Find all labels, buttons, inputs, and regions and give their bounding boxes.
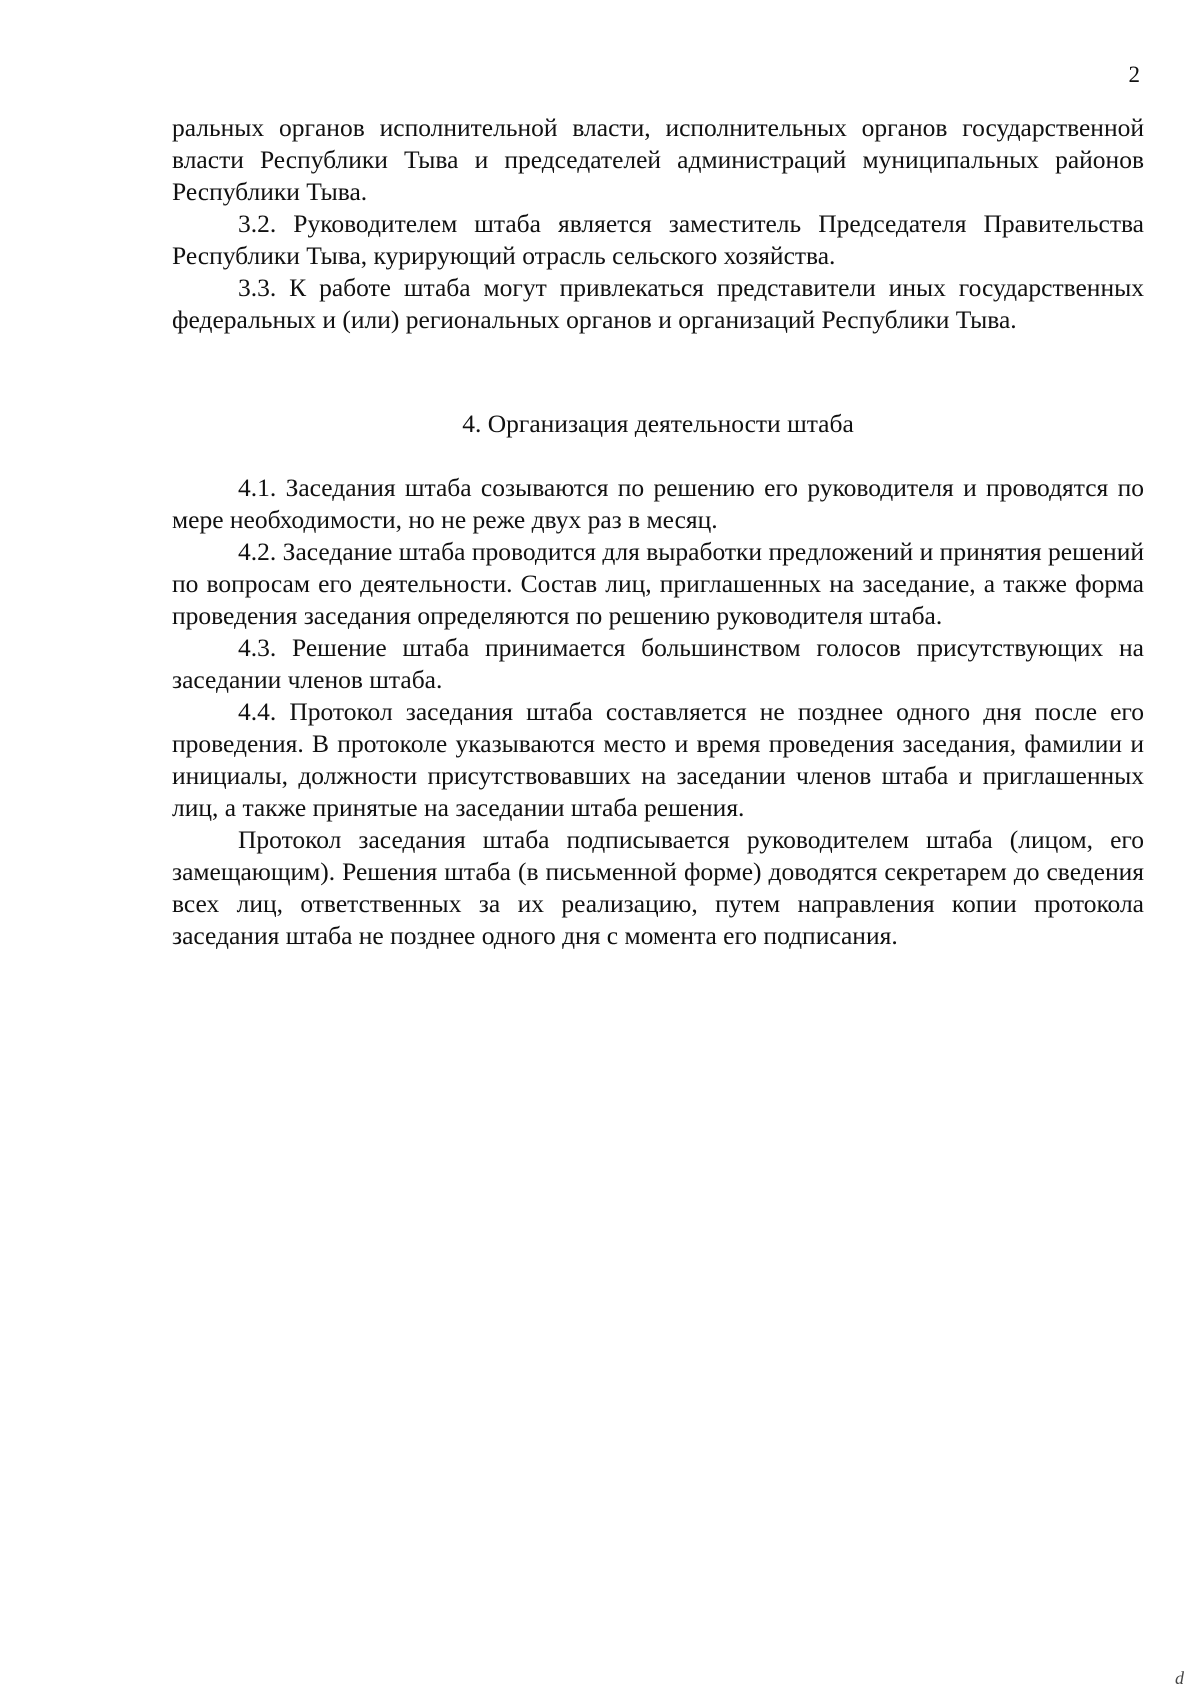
paragraph-4-3: 4.3. Решение штаба принимается большинством голосов присутствующих на заседании членов штаба. xyxy=(172,633,1144,694)
paragraph-protocol-signing: Протокол заседания штаба подписывается руководителем штаба (лицом, его замещающим). Решения штаба (в письменной форме) доводятся секретарем до сведения всех лиц, ответственных за их реализацию, путем направления копии протокола заседания штаба не позднее одного дня с момента его подписания. xyxy=(172,825,1144,950)
page-number: 2 xyxy=(1128,62,1140,87)
section-4-heading: 4. Организация деятельности штаба xyxy=(462,409,854,438)
section-3-text xyxy=(172,112,1144,336)
section-4-text xyxy=(172,472,1144,952)
corner-mark: d xyxy=(1175,1668,1184,1688)
paragraph-4-4: 4.4. Протокол заседания штаба составляется не позднее одного дня после его проведения. В протоколе указываются место и время проведения заседания, фамилии и инициалы, должности присутствовавших на заседании членов штаба и приглашенных лиц, а также принятые на заседании штаба решения. xyxy=(172,697,1144,822)
paragraph-3-2: 3.2. Руководителем штаба является заместитель Председателя Правительства Республики Тыва, курирующий отрасль сельского хозяйства. xyxy=(172,209,1144,270)
paragraph-4-2: 4.2. Заседание штаба проводится для выработки предложений и принятия решений по вопросам его деятельности. Состав лиц, приглашенных на заседание, а также форма проведения заседания определяются по решению руководителя штаба. xyxy=(172,537,1144,630)
paragraph-3-1-continuation: ральных органов исполнительной власти, исполнительных органов государственной власти Республики Тыва и председателей администраций муниципальных районов Республики Тыва. xyxy=(172,113,1144,206)
paragraph-4-1: 4.1. Заседания штаба созываются по решению его руководителя и проводятся по мере необходимости, но не реже двух раз в месяц. xyxy=(172,473,1144,534)
paragraph-3-3: 3.3. К работе штаба могут привлекаться представители иных государственных федеральных и (или) региональных органов и организаций Республики Тыва. xyxy=(172,273,1144,334)
